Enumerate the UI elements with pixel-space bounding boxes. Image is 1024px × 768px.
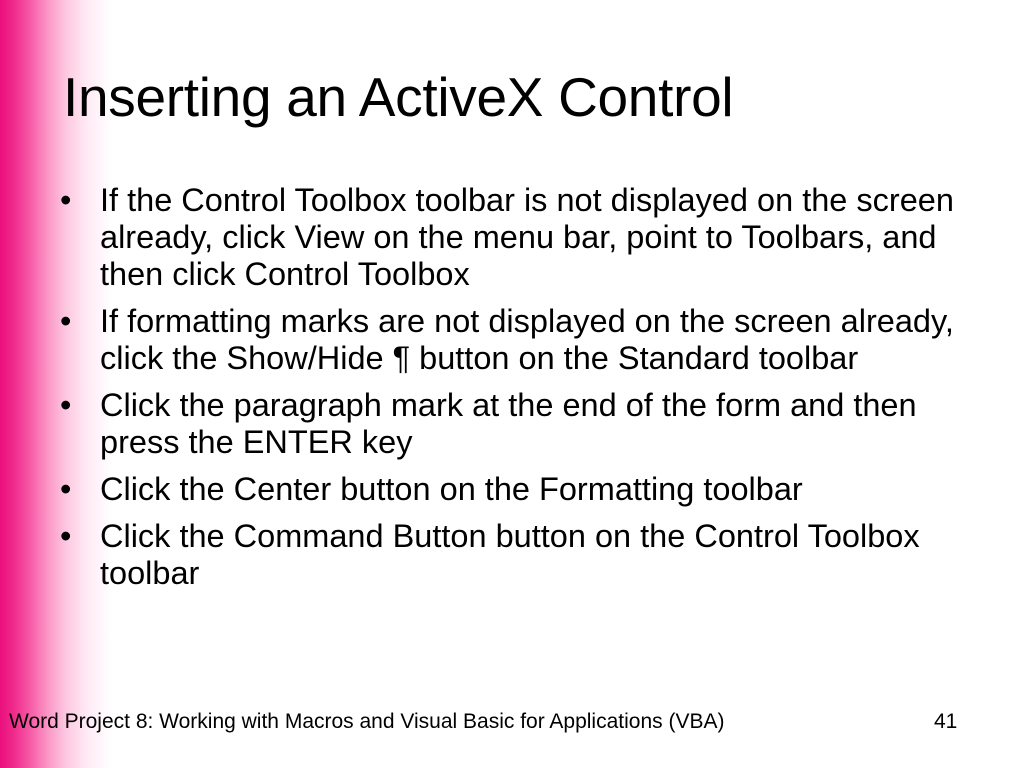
bullet-dot-icon: • [60, 387, 72, 423]
bullet-dot-icon: • [60, 471, 72, 507]
bullet-item [60, 471, 1000, 508]
page-number: 41 [934, 710, 958, 733]
bullet-text: Click the Command Button button on the Control Toolbox toolbar [100, 518, 920, 591]
footer-text: Word Project 8: Working with Macros and Visual Basic for Applications (VBA) [9, 710, 725, 733]
bullet-text: If formatting marks are not displayed on the screen already, click the Show/Hide ¶ button on the Standard toolbar [100, 303, 954, 376]
bullet-dot-icon: • [60, 303, 72, 339]
bullet-item [60, 518, 1000, 592]
bullet-item [60, 303, 1000, 377]
bullet-item [60, 182, 1000, 293]
bullet-text: If the Control Toolbox toolbar is not displayed on the screen already, click View on the menu bar, point to Toolbars, and then click Control Toolbox [100, 182, 954, 292]
bullet-text: Click the paragraph mark at the end of the form and then press the ENTER key [100, 387, 917, 460]
slide-title: Inserting an ActiveX Control [63, 66, 734, 128]
bullet-list [60, 182, 1000, 602]
bullet-dot-icon: • [60, 518, 72, 554]
bullet-text: Click the Center button on the Formatting toolbar [100, 471, 803, 507]
bullet-item [60, 387, 1000, 461]
bullet-dot-icon: • [60, 182, 72, 218]
